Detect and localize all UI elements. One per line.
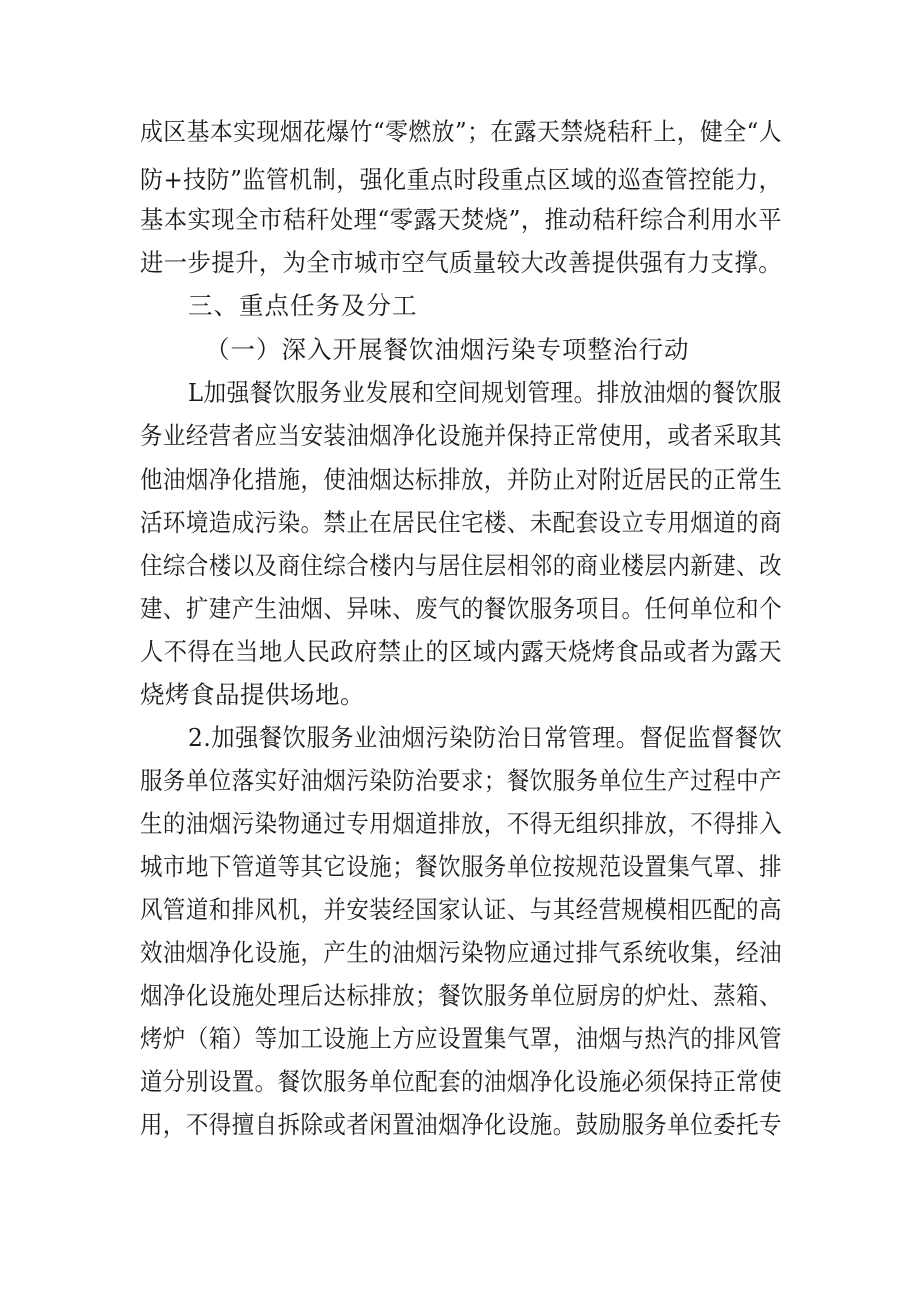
text-line: 风管道和排风机，并安装经国家认证、与其经营规模相匹配的高 bbox=[140, 895, 782, 924]
subsection-heading: （一）深入开展餐饮油烟污染专项整治行动 bbox=[205, 335, 690, 364]
text-line: 住综合楼以及商住综合楼内与居住层相邻的商业楼层内新建、改 bbox=[140, 551, 782, 580]
text-line: L加强餐饮服务业发展和空间规划管理。排放油烟的餐饮服 bbox=[188, 378, 782, 407]
text-line: 进一步提升，为全市城市空气质量较大改善提供强有力支撑。 bbox=[140, 248, 782, 277]
text-line: 务业经营者应当安装油烟净化设施并保持正常使用，或者采取其 bbox=[140, 421, 782, 450]
text-line: 人不得在当地人民政府禁止的区域内露天烧烤食品或者为露天 bbox=[140, 637, 782, 666]
text-line: 2.加强餐饮服务业油烟污染防治日常管理。督促监督餐饮 bbox=[188, 723, 783, 752]
text-line: 道分别设置。餐饮服务单位配套的油烟净化设施必须保持正常使 bbox=[140, 1067, 782, 1096]
text-line: 效油烟净化设施，产生的油烟污染物应通过排气系统收集，经油 bbox=[140, 938, 782, 967]
text-line: 他油烟净化措施，使油烟达标排放，并防止对附近居民的正常生 bbox=[140, 465, 782, 494]
text-line: 城市地下管道等其它设施；餐饮服务单位按规范设置集气罩、排 bbox=[140, 852, 782, 881]
text-line: 防+技防”监管机制，强化重点时段重点区域的巡查管控能力， bbox=[140, 165, 783, 194]
text-line: 烤炉（箱）等加工设施上方应设置集气罩，油烟与热汽的排风管 bbox=[140, 1024, 782, 1053]
text-line: 基本实现全市秸秆处理“零露天焚烧”，推动秸秆综合利用水平 bbox=[140, 205, 783, 234]
text-line: 生的油烟污染物通过专用烟道排放，不得无组织排放，不得排入 bbox=[140, 809, 782, 838]
text-line: 烧烤食品提供场地。 bbox=[140, 680, 365, 709]
text-line: 烟净化设施处理后达标排放；餐饮服务单位厨房的炉灶、蒸箱、 bbox=[140, 981, 782, 1010]
section-heading: 三、重点任务及分工 bbox=[188, 291, 418, 320]
text-line: 服务单位落实好油烟污染防治要求；餐饮服务单位生产过程中产 bbox=[140, 766, 782, 795]
text-line: 成区基本实现烟花爆竹“零燃放”；在露天禁烧秸秆上，健全“人 bbox=[140, 117, 783, 146]
text-line: 建、扩建产生油烟、异味、废气的餐饮服务项目。任何单位和个 bbox=[140, 594, 782, 623]
text-line: 活环境造成污染。禁止在居民住宅楼、未配套设立专用烟道的商 bbox=[140, 508, 782, 537]
text-line: 用，不得擅自拆除或者闲置油烟净化设施。鼓励服务单位委托专 bbox=[140, 1110, 782, 1139]
